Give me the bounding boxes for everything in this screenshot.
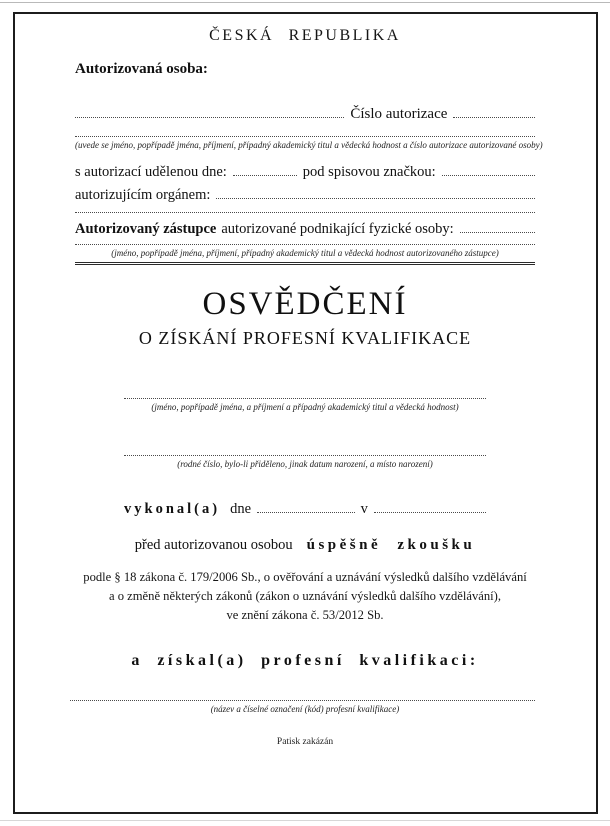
authorization-number-row bbox=[75, 104, 535, 124]
file-reference-label: pod spisovou značkou: bbox=[302, 164, 436, 180]
scan-edge-top bbox=[0, 2, 610, 3]
authorizing-body-label: autorizujícím orgánem: bbox=[75, 187, 211, 203]
authorization-granted-row bbox=[75, 162, 535, 182]
in-word: v bbox=[360, 501, 368, 517]
country-header: ČESKÁ REPUBLIKA bbox=[209, 27, 401, 44]
authorizing-body-field-continued bbox=[75, 212, 535, 213]
obtained-qualification-label: a získal(a) profesní kvalifikaci: bbox=[131, 652, 479, 669]
holder-birth-caption: (rodné číslo, bylo-li přiděleno, jinak datum narození, a místo narození) bbox=[177, 459, 433, 469]
certificate-subtitle: O ZÍSKÁNÍ PROFESNÍ KVALIFIKACE bbox=[138, 328, 472, 348]
authorized-representative-caption: (jméno, popřípadě jména, příjmení, případný akademický titul a vědecká hodnost autorizovaného zástupce) bbox=[111, 248, 499, 258]
authorizing-body-row bbox=[75, 185, 535, 205]
exam-success-row bbox=[75, 536, 535, 554]
qualification-name-field bbox=[70, 700, 535, 701]
authorization-date-label: s autorizací udělenou dne: bbox=[75, 164, 227, 180]
exam-place-field bbox=[374, 500, 486, 513]
reprint-prohibited-note: Patisk zakázán bbox=[276, 737, 334, 747]
authorized-representative-row bbox=[75, 219, 535, 239]
legal-reference-text bbox=[75, 568, 535, 625]
before-authorized-person-label: před autorizovanou osobou bbox=[134, 537, 293, 553]
authorization-number-label: Číslo autorizace bbox=[350, 106, 448, 122]
legal-line-3: ve znění zákona č. 53/2012 Sb. bbox=[226, 608, 384, 622]
certificate-title: OSVĚDČENÍ bbox=[202, 286, 408, 322]
legal-line-1: podle § 18 zákona č. 179/2006 Sb., o ověřování a uznávání výsledků dalšího vzdělávání bbox=[83, 570, 527, 584]
holder-birth-field bbox=[124, 455, 486, 456]
qualification-caption: (název a číselné označení (kód) profesní kvalifikace) bbox=[210, 704, 400, 714]
authorization-number-field bbox=[453, 105, 535, 118]
authorized-person-caption: (uvede se jméno, popřípadě jména, příjmení, případný akademický titul a vědecká hodnost a číslo autorizace autorizované osoby) bbox=[75, 140, 543, 150]
successfully-exam-label: úspěšně zkoušku bbox=[306, 537, 476, 553]
authorized-representative-field-continued bbox=[75, 244, 535, 245]
authorizing-body-field bbox=[216, 186, 535, 199]
legal-line-2: a o změně některých zákonů (zákon o uznávání výsledků dalšího vzdělávání), bbox=[108, 589, 501, 603]
holder-name-field bbox=[124, 398, 486, 399]
authorized-representative-field bbox=[460, 220, 535, 233]
authorized-person-name-field-continued bbox=[75, 136, 535, 137]
authorized-representative-label: Autorizovaný zástupce bbox=[75, 221, 217, 237]
date-word: dne bbox=[230, 501, 252, 517]
file-reference-field bbox=[442, 163, 535, 176]
certificate-content bbox=[75, 26, 543, 748]
exam-performed-row bbox=[124, 500, 486, 518]
section-divider bbox=[75, 262, 535, 265]
performed-label: vykonal(a) bbox=[124, 501, 221, 517]
authorized-person-label: Autorizovaná osoba: bbox=[75, 61, 208, 77]
holder-name-caption: (jméno, popřípadě jména, a příjmení a případný akademický titul a vědecká hodnost) bbox=[151, 402, 459, 412]
scan-edge-bottom bbox=[0, 820, 610, 821]
authorized-person-name-field bbox=[75, 105, 344, 118]
authorized-representative-label-rest: autorizované podnikající fyzické osoby: bbox=[221, 221, 454, 237]
authorization-date-field bbox=[233, 163, 297, 176]
exam-date-field bbox=[257, 500, 355, 513]
